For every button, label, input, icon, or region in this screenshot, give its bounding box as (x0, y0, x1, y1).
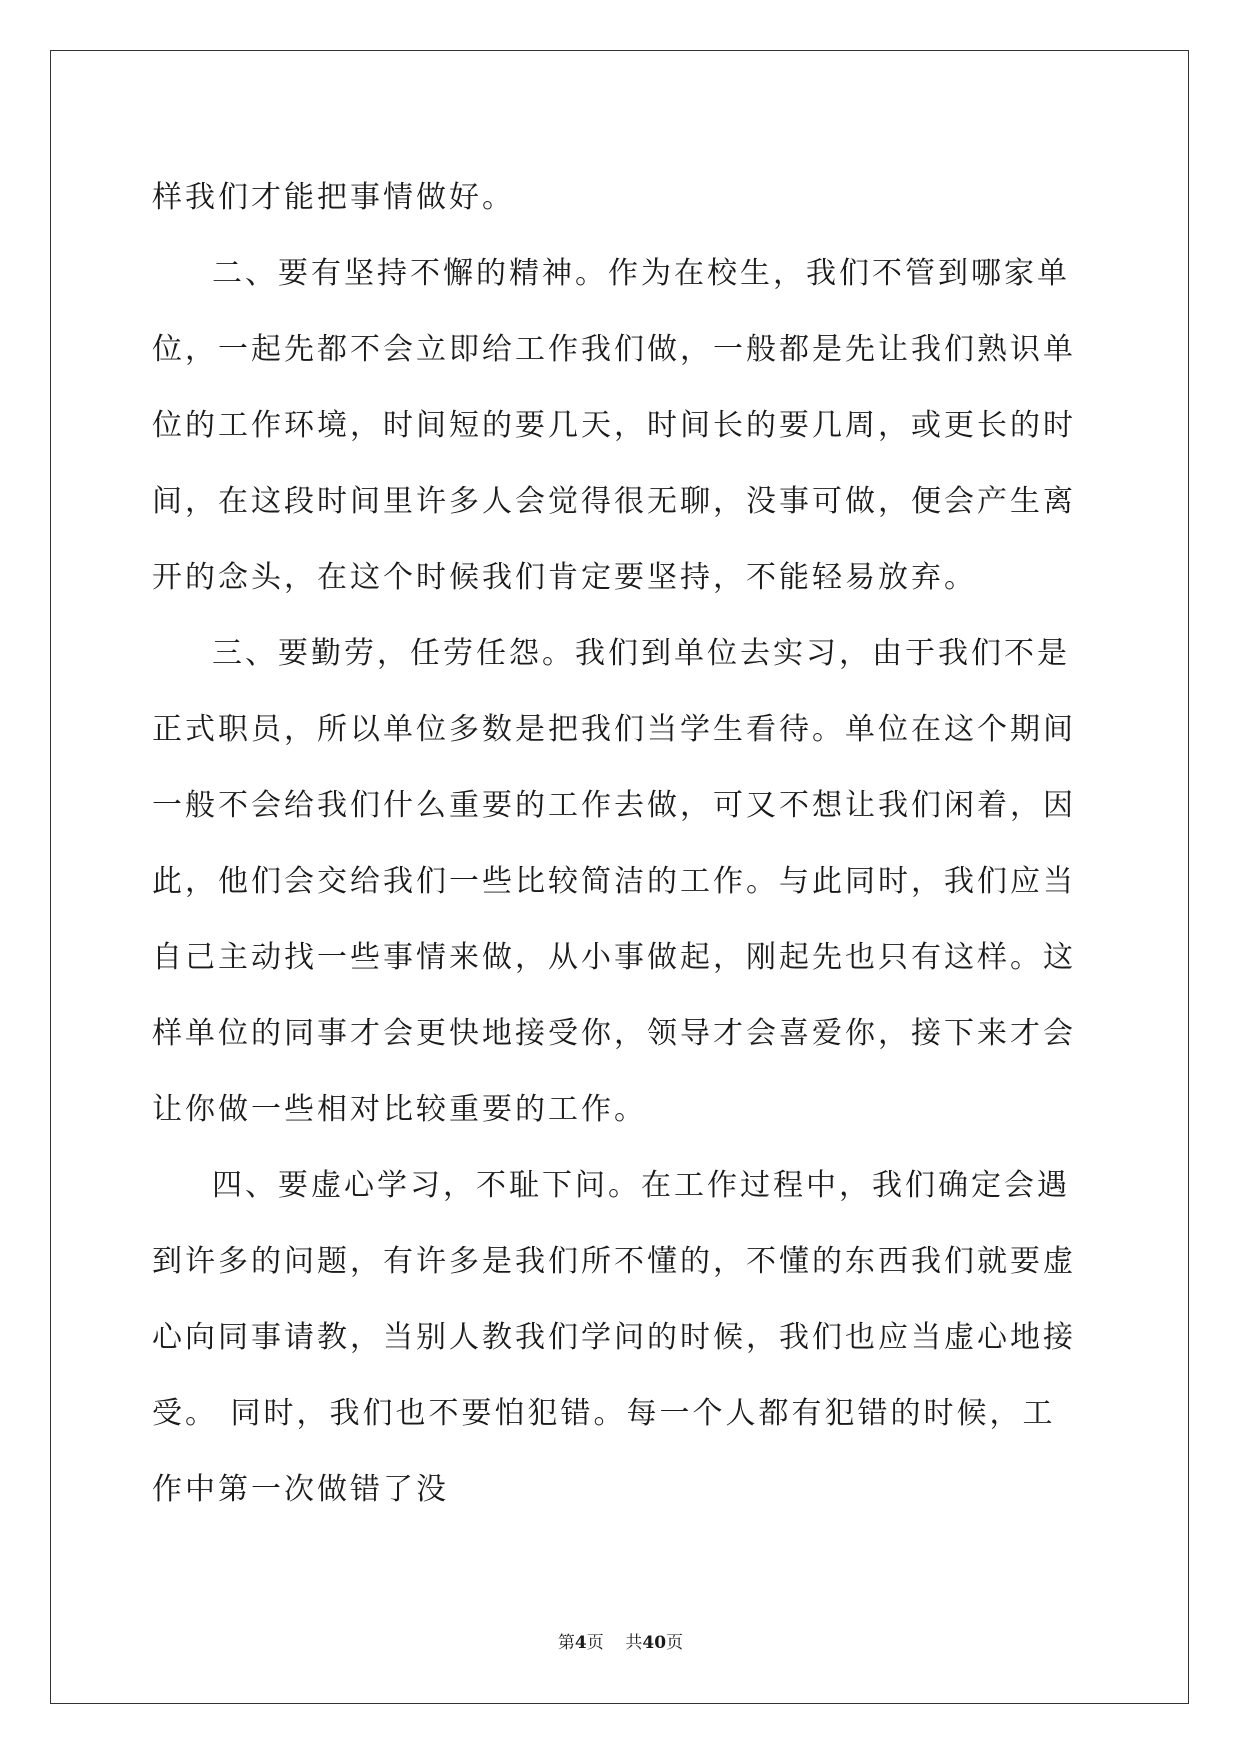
paragraph-1: 样我们才能把事情做好。 (152, 180, 515, 215)
page-suffix: 页 (586, 1633, 604, 1653)
paragraph-3: 三、要勤劳，任劳任怨。我们到单位去实习，由于我们不是正式职员，所以单位多数是把我们当学生看待。单位在这个期间一般不会给我们什么重要的工作去做，可又不想让我们闲着，因此，他们会交给我们一些比较简洁的工作。与此同时，我们应当自己主动找一些事情来做，从小事做起，刚起先也只有这样。这样单位的同事才会更快地接受你，领导才会喜爱你，接下来才会让你做一些相对比较重要的工作。 (152, 636, 1076, 1127)
paragraph-2: 二、要有坚持不懈的精神。作为在校生，我们不管到哪家单位，一起先都不会立即给工作我们做，一般都是先让我们熟识单位的工作环境，时间短的要几天，时间长的要几周，或更长的时间，在这段时间里许多人会觉得很无聊，没事可做，便会产生离开的念头，在这个时候我们肯定要坚持，不能轻易放弃。 (152, 256, 1076, 595)
total-suffix: 页 (666, 1633, 684, 1653)
page-footer (0, 1628, 1241, 1653)
page-prefix: 第 (557, 1633, 575, 1653)
total-prefix: 共 (625, 1633, 643, 1653)
paragraph-4: 四、要虚心学习，不耻下问。在工作过程中，我们确定会遇到许多的问题，有许多是我们所不懂的，不懂的东西我们就要虚心向同事请教，当别人教我们学问的时候，我们也应当虚心地接受。 同时，我们也不要怕犯错。每一个人都有犯错的时候，工作中第一次做错了没 (152, 1168, 1076, 1507)
document-body (152, 160, 1087, 1528)
total-pages: 40 (642, 1633, 667, 1653)
page-number: 4 (574, 1633, 587, 1653)
